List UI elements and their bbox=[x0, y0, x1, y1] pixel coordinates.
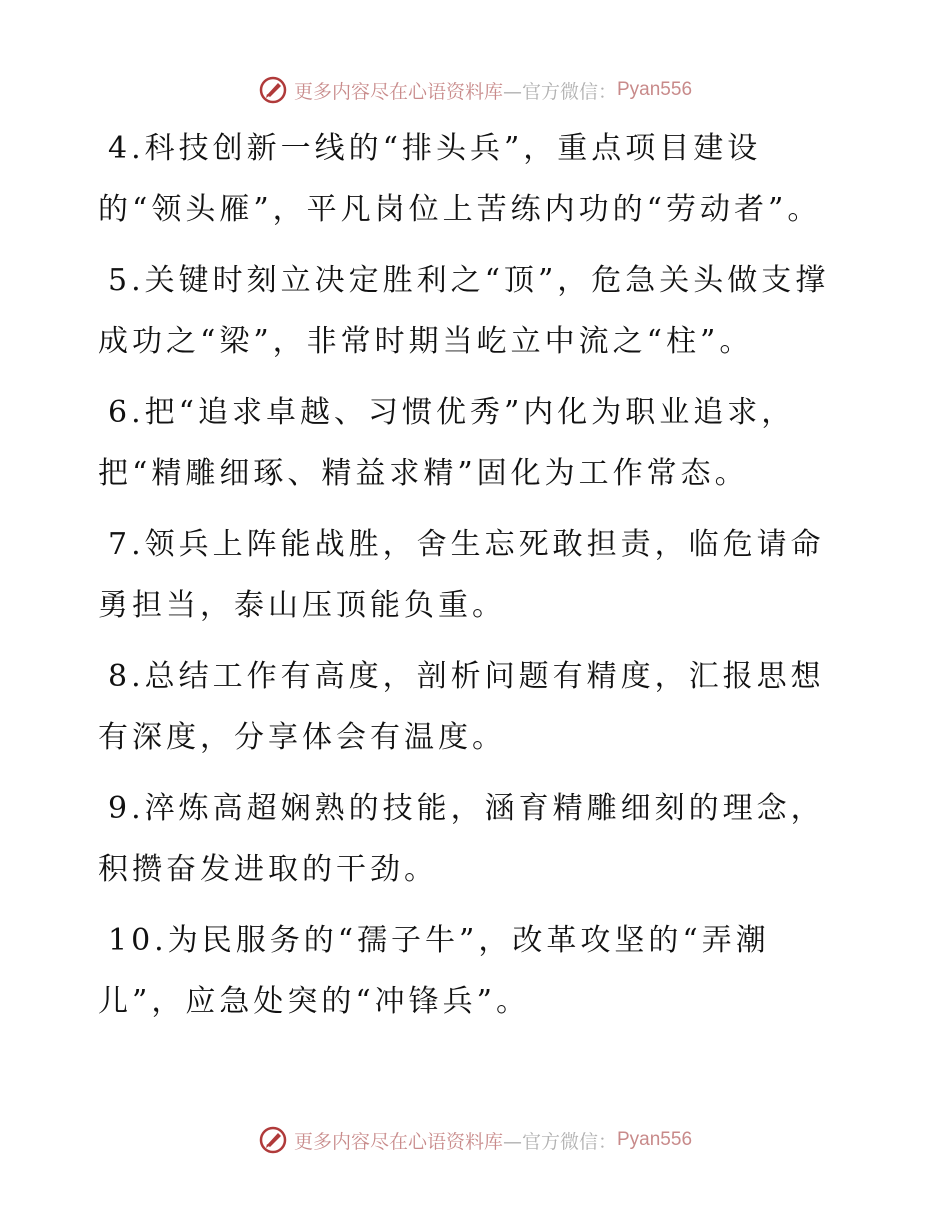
brand-logo-icon bbox=[258, 1125, 288, 1155]
list-item: 8.总结工作有高度，剖析问题有精度，汇报思想有深度，分享体会有温度。 bbox=[98, 659, 825, 755]
list-item: 5.关键时刻立决定胜利之“顶”，危急关头做支撑成功之“梁”，非常时期当屹立中流之“柱”。 bbox=[98, 263, 830, 359]
footer-watermark-wechat-id: Pyan556 bbox=[617, 1129, 693, 1150]
list-item: 6.把“追求卓越、习惯优秀”内化为职业追求，把“精雕细琢、精益求精”固化为工作常态。 bbox=[98, 395, 796, 491]
list-item: 7.领兵上阵能战胜，舍生忘死敢担责，临危请命勇担当，泰山压顶能负重。 bbox=[98, 527, 825, 623]
header-watermark-wechat-id: Pyan556 bbox=[617, 79, 693, 100]
list-item: 4.科技创新一线的“排头兵”，重点项目建设的“领头雁”，平凡岗位上苦练内功的“劳动者”。 bbox=[98, 131, 822, 227]
footer-watermark bbox=[0, 1120, 950, 1160]
footer-watermark-title: 更多内容尽在心语资料库 bbox=[293, 1130, 503, 1153]
brand-logo-icon bbox=[258, 75, 288, 105]
list-item: 9.淬炼高超娴熟的技能，涵育精雕细刻的理念，积攒奋发进取的干劲。 bbox=[98, 791, 825, 887]
footer-watermark-separator: —官方微信： bbox=[502, 1130, 617, 1153]
header-watermark bbox=[0, 70, 950, 110]
list-item: 10.为民服务的“孺子牛”，改革攻坚的“弄潮儿”，应急处突的“冲锋兵”。 bbox=[98, 923, 770, 1019]
document-body bbox=[98, 118, 838, 1042]
header-watermark-separator: —官方微信： bbox=[502, 80, 617, 103]
header-watermark-title: 更多内容尽在心语资料库 bbox=[293, 80, 503, 103]
